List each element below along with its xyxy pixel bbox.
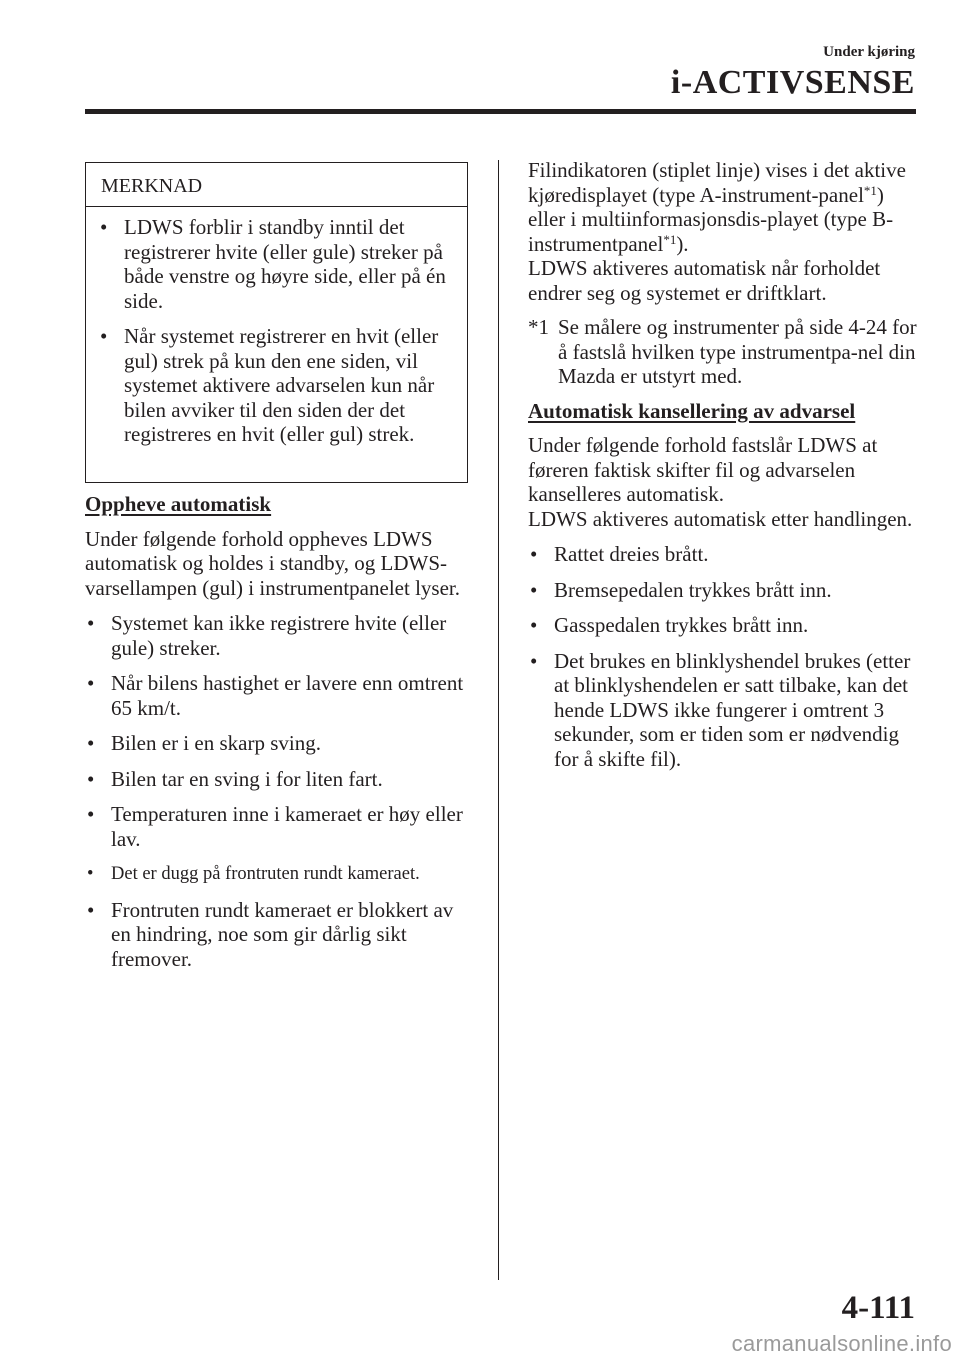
note-title: MERKNAD — [101, 175, 203, 197]
bullet-icon: • — [87, 731, 95, 755]
note-rule — [86, 206, 467, 207]
footnote-ref: *1 — [663, 231, 677, 247]
bullet-icon: • — [530, 648, 538, 673]
bullet-icon: • — [87, 671, 95, 695]
list-item: • Bilen er i en skarp sving. — [87, 731, 321, 755]
bullet-icon: • — [87, 802, 95, 826]
heading-oppheve: Oppheve automatisk — [85, 492, 272, 516]
column-divider — [498, 160, 499, 1280]
indicator-paragraph: Filindikatoren (stiplet linje) vises i det aktive kjøredisplayet (type A-instrument-panel$^{*1}$) eller i multiinformasjonsdis-playet (type B-instrumentpanel$^{*1}$). — [528, 158, 906, 256]
bullet-icon: • — [530, 542, 538, 566]
list-item: • Bremsepedalen trykkes brått inn. — [530, 577, 832, 602]
list-item: • Bilen tar en sving i for liten fart. — [87, 766, 383, 791]
note-list — [98, 215, 458, 458]
list-item: • Det brukes en blinklyshendel brukes (etter at blinklyshendelen er satt tilbake, kan det hende LDWS ikke fungerer i omtrent 3 sekunder, som er tiden som er nødvendig for å skifte fil). — [530, 648, 911, 771]
section-title: Under kjøring — [823, 44, 915, 60]
footnote-ref: *1 — [863, 182, 877, 198]
list-item: • Rattet dreies brått. — [530, 542, 709, 566]
heading-kansellering: Automatisk kansellering av advarsel — [528, 398, 856, 423]
reactivation-paragraph: LDWS aktiveres automatisk når forholdet endrer seg og systemet er driftklart. — [528, 256, 881, 305]
list-item: • Temperaturen inne i kameraet er høy eller lav. — [87, 802, 463, 851]
bullet-icon: • — [100, 215, 108, 239]
chapter-title: i-ACTIVSENSE — [670, 64, 915, 101]
list-item: • Det er dugg på frontruten rundt kameraet. — [85, 862, 475, 887]
note-item: • LDWS forblir i standby inntil det registrerer hvite (eller gule) streker på både venstre og høyre side, eller på én side. — [100, 215, 446, 313]
list-item: • Frontruten rundt kameraet er blokkert av en hindring, noe som gir dårlig sikt fremover. — [87, 897, 454, 971]
left-intro: Under følgende forhold oppheves LDWS automatisk og holdes i standby, og LDWS-varsellampen (gul) i instrumentpanelet lyser. — [85, 526, 460, 600]
list-item: • Gasspedalen trykkes brått inn. — [530, 613, 809, 637]
bullet-icon: • — [100, 324, 108, 348]
list-item: • Når bilens hastighet er lavere enn omtrent 65 km/t. — [87, 671, 464, 720]
footnote-mark: *1 — [528, 315, 549, 339]
bullet-icon: • — [87, 766, 95, 791]
cancel-intro: Under følgende forhold fastslår LDWS at føreren faktisk skifter fil og advarselen kanselleres automatisk. — [528, 433, 878, 506]
left-column — [85, 492, 475, 982]
bullet-icon: • — [87, 864, 94, 884]
note-item: • Når systemet registrerer en hvit (eller gul) strek på kun den ene siden, vil systemet aktivere advarselen kun når bilen avviker til den siden der det registreres en hvit (eller gul) strek. — [100, 324, 439, 446]
footnote-text: Se målere og instrumenter på side 4-24 for å fastslå hvilken type instrumentpa-nel din Mazda er utstyrt med. — [558, 315, 917, 388]
bullet-icon: • — [87, 611, 95, 635]
footnote — [528, 315, 918, 389]
right-column — [528, 158, 918, 782]
header-rule — [85, 109, 916, 114]
bullet-icon: • — [530, 613, 538, 637]
cancel-intro-2: LDWS aktiveres automatisk etter handlingen. — [528, 506, 913, 531]
page-number: 4-111 — [841, 1290, 915, 1326]
watermark: carmanualsonline.info — [731, 1331, 952, 1356]
bullet-icon: • — [87, 897, 95, 922]
note-box — [85, 162, 468, 483]
list-item: • Systemet kan ikke registrere hvite (eller gule) streker. — [87, 611, 447, 660]
bullet-icon: • — [530, 577, 538, 602]
